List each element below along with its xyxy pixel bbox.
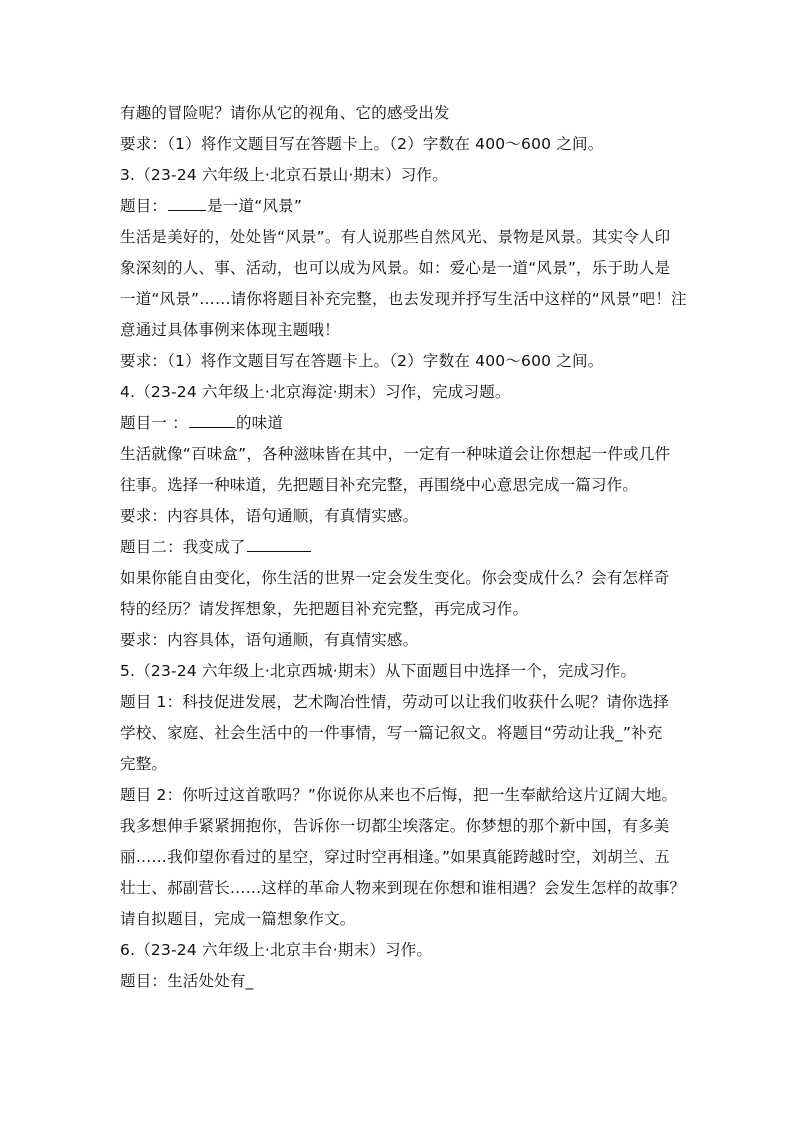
topic-line: 题目一 ： 的味道 (120, 408, 690, 439)
topic-line: 题目：生活处处有_ (120, 972, 254, 990)
text-line: 如果你能自由变化，你生活的世界一定会发生变化。你会变成什么？会有怎样奇 (120, 569, 670, 587)
requirement-line: 要求：内容具体，语句通顺，有真情实感。 (120, 631, 419, 649)
text-line: 完整。 (120, 755, 168, 773)
question-heading: 6.（23-24 六年级上·北京丰台·期末）习作。 (120, 941, 433, 959)
question-heading: 4.（23-24 六年级上·北京海淀·期末）习作，完成习题。 (120, 383, 511, 401)
requirement-line: 要求：内容具体，语句通顺，有真情实感。 (120, 507, 419, 525)
topic-line: 题目二：我变成了 (120, 532, 690, 563)
text-line: 我多想伸手紧紧拥抱你，告诉你一切都尘埃落定。你梦想的那个新中国，有多美 (120, 817, 670, 835)
text-line: 题目 2：你听过这首歌吗？”你说你从来也不后悔，把一生奉献给这片辽阔大地。 (120, 786, 678, 804)
text-line: 有趣的冒险呢？请你从它的视角、它的感受出发 (120, 104, 450, 122)
question-heading: 3.（23-24 六年级上·北京石景山·期末）习作。 (120, 166, 448, 184)
fill-in-blank (189, 411, 235, 428)
text-line: 壮士、郝副营长……这样的革命人物来到现在你想和谁相遇？会发生怎样的故事？ (120, 879, 686, 897)
text-line: 特的经历？请发挥想象，先把题目补充完整，再完成习作。 (120, 600, 529, 618)
text-line: 生活是美好的，处处皆“风景”。有人说那些自然风光、景物是风景。其实令人印 (120, 228, 671, 246)
text-line: 象深刻的人、事、活动，也可以成为风景。如：爱心是一道“风景”，乐于助人是 (120, 259, 671, 277)
requirement-line: 要求：（1）将作文题目写在答题卡上。（2）字数在 400～600 之间。 (120, 352, 604, 370)
text-line: 意通过具体事例来体现主题哦！ (120, 321, 340, 339)
text-line: 丽……我仰望你看过的星空，穿过时空再相逢。”如果真能跨越时空，刘胡兰、五 (120, 848, 670, 866)
question-heading: 5.（23-24 六年级上·北京西城·期末）从下面题目中选择一个，完成习作。 (120, 662, 637, 680)
text-line: 题目 1：科技促进发展，艺术陶冶性情，劳动可以让我们收获什么呢？请你选择 (120, 693, 669, 711)
text-line: 学校、家庭、社会生活中的一件事情，写一篇记叙文。将题目“劳动让我_”补充 (120, 724, 663, 742)
topic-line: 题目： 是一道“风景” (120, 191, 690, 222)
document-body (120, 98, 690, 997)
fill-in-blank (168, 194, 206, 211)
fill-in-blank (247, 535, 311, 552)
text-line: 生活就像“百味盒”，各种滋味皆在其中，一定有一种味道会让你想起一件或几件 (120, 445, 671, 463)
text-line: 往事。选择一种味道，先把题目补充完整，再围绕中心意思完成一篇习作。 (120, 476, 639, 494)
text-line: 一道“风景”……请你将题目补充完整，也去发现并抒写生活中这样的“风景”吧！注 (120, 290, 687, 308)
requirement-line: 要求：（1）将作文题目写在答题卡上。（2）字数在 400～600 之间。 (120, 135, 604, 153)
text-line: 请自拟题目，完成一篇想象作文。 (120, 910, 356, 928)
